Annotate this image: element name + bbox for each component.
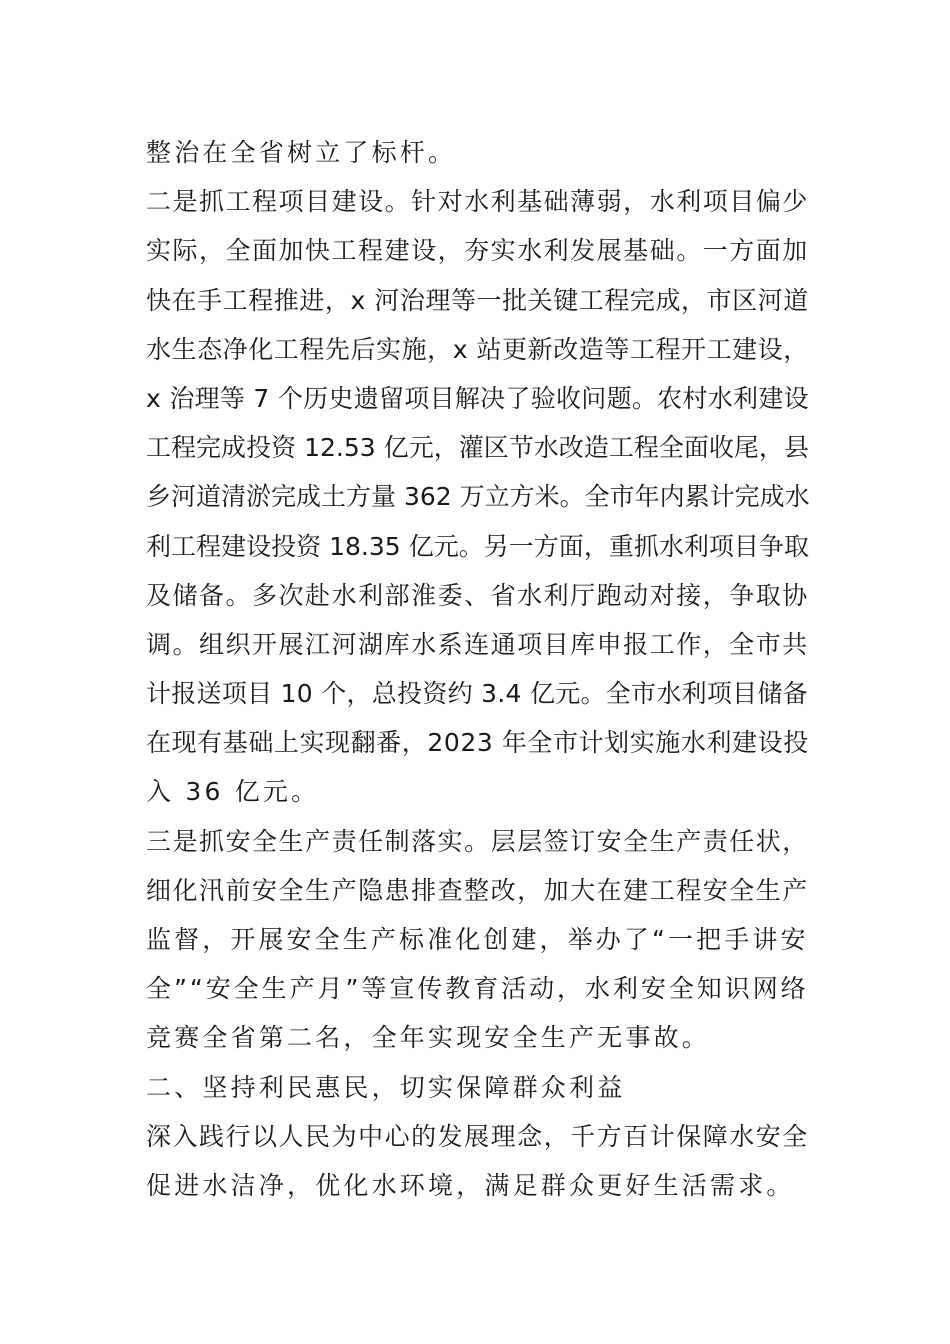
text-line: 利工程建设投资 18.35 亿元。另一方面，重抓水利项目争取 [146, 531, 809, 561]
text-line: 细化汛前安全生产隐患排查整改，加大在建工程安全生产 [146, 875, 809, 905]
text-line: 计报送项目 10 个，总投资约 3.4 亿元。全市水利项目储备 [146, 679, 809, 709]
text-line: 实际，全面加快工程建设，夯实水利发展基础。一方面加 [146, 236, 809, 266]
text-line: 二是抓工程项目建设。针对水利基础薄弱，水利项目偏少 [146, 187, 809, 217]
text-line: 入 36 亿元。 [146, 777, 320, 807]
section-heading: 二、坚持利民惠民，切实保障群众利益 [146, 1072, 626, 1102]
text-line: 深入践行以人民为中心的发展理念，千方百计保障水安全 [146, 1121, 809, 1151]
text-line: 工程完成投资 12.53 亿元，灌区节水改造工程全面收尾，县 [146, 433, 809, 463]
text-line: 监督，开展安全生产标准化创建，举办了“一把手讲安 [146, 925, 809, 954]
text-line: 调。组织开展江河湖库水系连通项目库申报工作，全市共 [146, 629, 809, 659]
text-line: 整治在全省树立了标杆。 [146, 138, 457, 167]
text-line: 竞赛全省第二名，全年实现安全生产无事故。 [146, 1023, 711, 1053]
text-line: 三是抓安全生产责任制落实。层层签订安全生产责任状， [146, 826, 809, 856]
text-line: 快在手工程推进，x 河治理等一批关键工程完成，市区河道 [146, 285, 809, 315]
text-line: 及储备。多次赴水利部淮委、省水利厅跑动对接，争取协 [146, 580, 809, 610]
text-line: x 治理等 7 个历史遗留项目解决了验收问题。农村水利建设 [146, 383, 809, 413]
document-body [146, 128, 810, 1210]
text-line: 全”“安全生产月”等宣传教育活动，水利安全知识网络 [146, 974, 809, 1004]
text-line: 乡河道清淤完成土方量 362 万立方米。全市年内累计完成水 [146, 482, 810, 512]
text-line: 促进水洁净，优化水环境，满足群众更好生活需求。 [146, 1170, 795, 1200]
text-line: 水生态净化工程先后实施，x 站更新改造等工程开工建设， [146, 334, 809, 364]
text-line: 在现有基础上实现翻番，2023 年全市计划实施水利建设投 [146, 728, 809, 758]
